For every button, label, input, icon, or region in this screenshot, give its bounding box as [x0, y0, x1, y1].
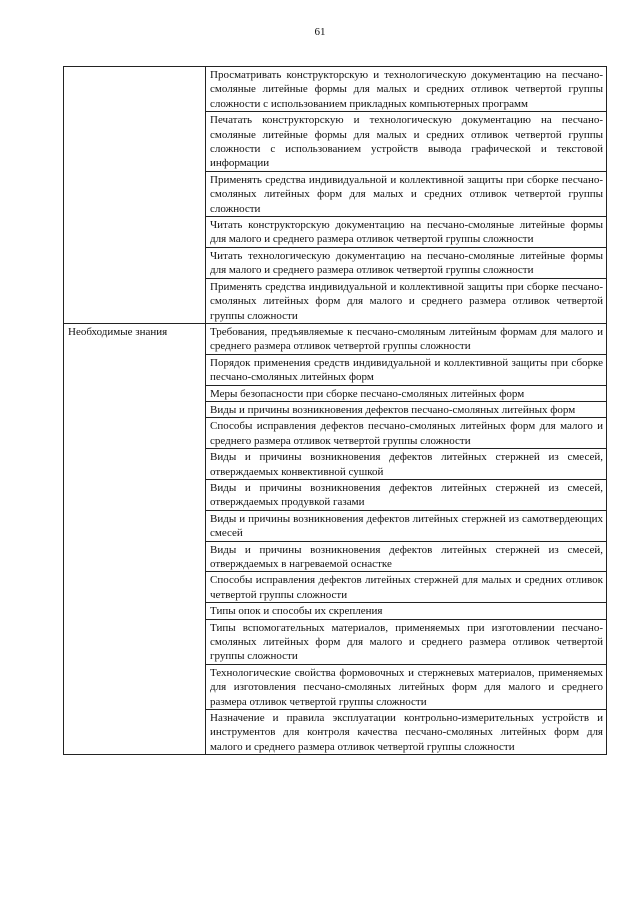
table-cell: Просматривать конструкторскую и технологическую документацию на песчано-смоляные литейные формы для малых и средних отливок четвертой группы сложности с использованием прикладных компьютерных программ — [206, 67, 607, 112]
table-cell: Применять средства индивидуальной и коллективной защиты при сборке песчано-смоляных литейных форм для малого и среднего размера отливок четвертой группы сложности — [206, 278, 607, 323]
table-cell: Способы исправления дефектов песчано-смоляных литейных форм для малого и среднего размера отливок четвертой группы сложности — [206, 418, 607, 449]
table-cell: Виды и причины возникновения дефектов литейных стержней из смесей, отверждаемых в нагреваемой оснастке — [206, 541, 607, 572]
table-cell: Читать конструкторскую документацию на песчано-смоляные литейные формы для малого и среднего размера отливок четвертой группы сложности — [206, 217, 607, 248]
table-cell: Виды и причины возникновения дефектов литейных стержней из самотвердеющих смесей — [206, 510, 607, 541]
table-cell: Печатать конструкторскую и технологическую документацию на песчано-смоляные литейные формы для малых и средних отливок четвертой группы сложности с использованием устройств вывода графической и текстовой информации — [206, 112, 607, 172]
table-cell: Виды и причины возникновения дефектов песчано-смоляных литейных форм — [206, 401, 607, 417]
table-row — [64, 67, 607, 112]
skills-label-cell — [64, 67, 206, 324]
table-cell: Технологические свойства формовочных и стержневых материалов, применяемых для изготовления песчано-смоляных литейных форм для малого и среднего размера отливок четвертой группы сложности — [206, 664, 607, 709]
requirements-table — [63, 66, 607, 755]
table-cell: Требования, предъявляемые к песчано-смоляным литейным формам для малого и среднего размера отливок четвертой группы сложности — [206, 323, 607, 354]
table-cell: Типы опок и способы их скрепления — [206, 603, 607, 619]
table-cell: Виды и причины возникновения дефектов литейных стержней из смесей, отверждаемых конвективной сушкой — [206, 449, 607, 480]
table-cell: Применять средства индивидуальной и коллективной защиты при сборке песчано-смоляных литейных форм для малых и средних отливок четвертой группы сложности — [206, 171, 607, 216]
table-cell: Назначение и правила эксплуатации контрольно-измерительных устройств и инструментов для контроля качества песчано-смоляных литейных форм для малого и среднего размера отливок четвертой группы сложности — [206, 710, 607, 755]
table-cell: Меры безопасности при сборке песчано-смоляных литейных форм — [206, 385, 607, 401]
table-cell: Порядок применения средств индивидуальной и коллективной защиты при сборке песчано-смоляных литейных форм — [206, 354, 607, 385]
table-row — [64, 323, 607, 354]
knowledge-label-cell: Необходимые знания — [64, 323, 206, 754]
page-number: 61 — [314, 26, 326, 38]
table-cell: Читать технологическую документацию на песчано-смоляные литейные формы для малого и среднего размера отливок четвертой группы сложности — [206, 247, 607, 278]
table-cell: Типы вспомогательных материалов, применяемых при изготовлении песчано-смоляных литейных форм для малого и среднего размера отливок четвертой группы сложности — [206, 619, 607, 664]
table-cell: Способы исправления дефектов литейных стержней для малых и средних отливок четвертой группы сложности — [206, 572, 607, 603]
table-cell: Виды и причины возникновения дефектов литейных стержней из смесей, отверждаемых продувкой газами — [206, 479, 607, 510]
